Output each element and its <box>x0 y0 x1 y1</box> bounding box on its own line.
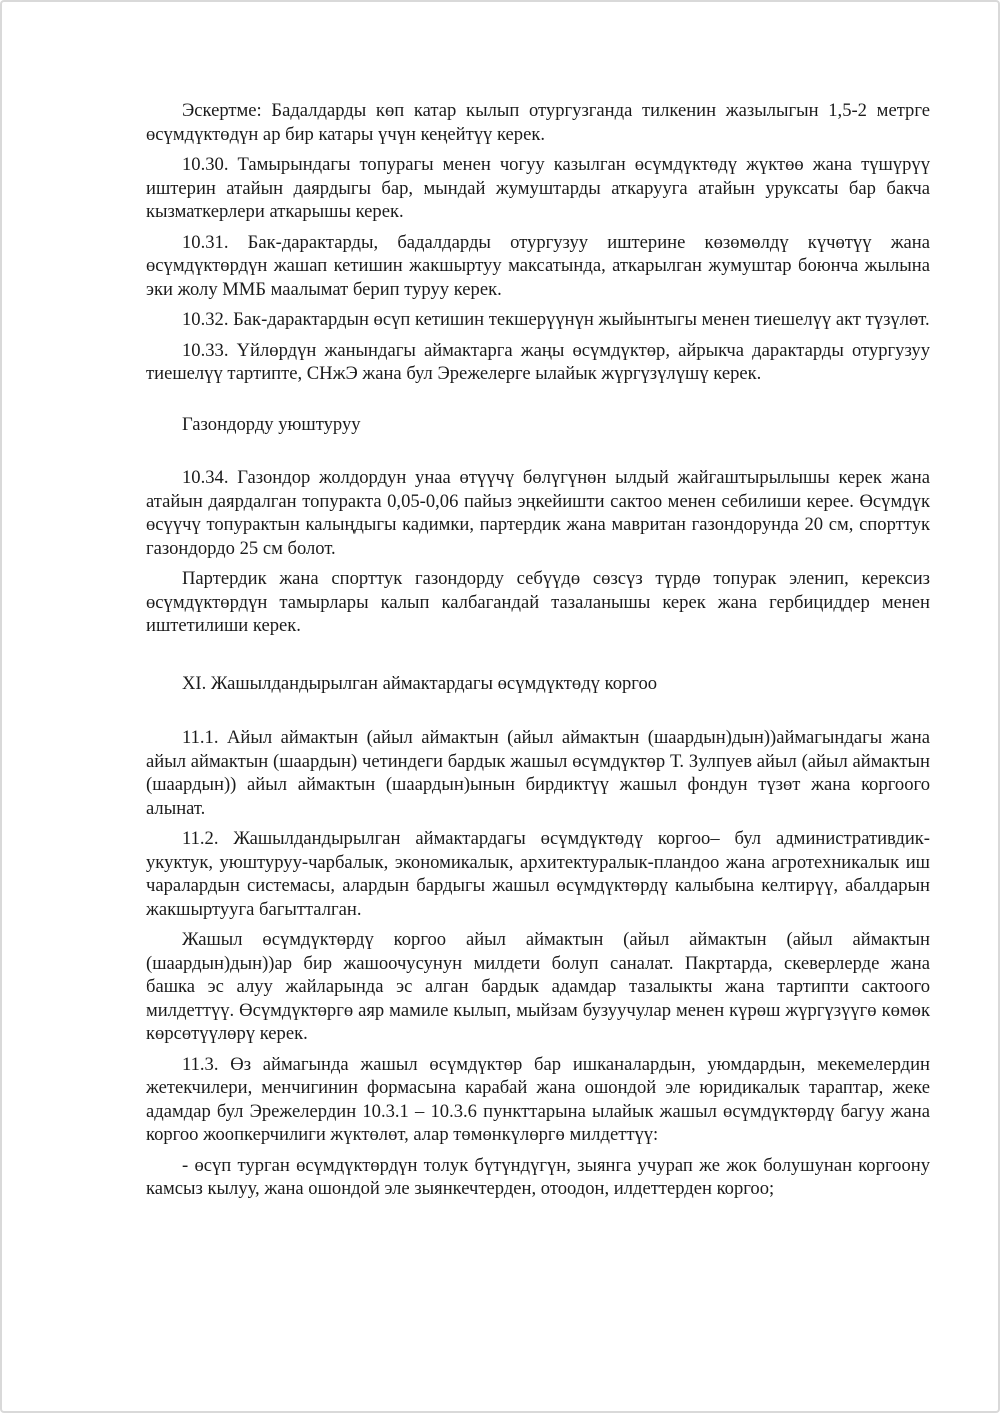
paragraph-10-33: 10.33. Үйлөрдүн жанындагы аймактарга жаңы өсүмдүктөр, айрыкча дарактарды отургузуу тиешелүү тартипте, СНжЭ жана бул Эрежелерге ылайык жүргүзүлүшү керек. <box>146 339 930 384</box>
paragraph-citizen-duty: Жашыл өсүмдүктөрдү коргоо айыл аймактын (айыл аймактын (айыл аймактын (шаардын)дын))ар бир жашоочусунун милдети болуп саналат. Пакртарда, скеверлерде жана башка эс алуу жайларында эс алган бардык адамдар тазалыкты жана тартипти сактоого милдеттүү. Өсүмдүктөргө аяр мамиле кылып, мыйзам бузуучулар менен күрөш жүргүзүүгө көмөк көрсөтүүлөрү керек. <box>146 929 930 1044</box>
paragraph-11-1: 11.1. Айыл аймактын (айыл аймактын (айыл аймактын (шаардын)дын))аймагындагы жана айыл аймактын (шаардын) четиндеги бардык жашыл өсүмдүктөр Т. Зулпуев айыл (айыл аймактын (шаардын)) айыл аймактын (шаардын)ынын бирдиктүү жашыл фондун түзөт жана коргоого алынат. <box>146 727 930 819</box>
chapter-heading-xi: XI. Жашылдандырылган аймактардагы өсүмдүктөдү коргоо <box>182 672 658 694</box>
paragraph-lawn-sowing: Партердик жана спорттук газондорду себүүдө сөзсүз түрдө топурак эленип, керексиз өсүмдүктөрдүн тамырлары калып калбагандай тазаланышы керек жана гербициддер менен иштетилиши керек. <box>146 568 930 636</box>
paragraph-10-30: 10.30. Тамырындагы топурагы менен чогуу казылган өсүмдүктөдү жүктөө жана түшүрүү иштерин атайын даярдыгы бар, мындай жумуштарды аткарууга атайын уруксаты бар бакча кызматкерлери аткарышы керек. <box>146 154 930 222</box>
paragraph-10-32: 10.32. Бак-дарактардын өсүп кетишин текшерүүнүн жыйынтыгы менен тиешелүү акт түзүлөт. <box>182 309 930 330</box>
paragraph-11-2: 11.2. Жашылдандырылган аймактардагы өсүмдүктөдү коргоо– бул административдик-укуктук, уюштуруу-чарбалык, экономикалык, архитектуралык-пландоо жана агротехникалык иш чаралардын системасы, алардын бардыгы жашыл өсүмдүктөрдү калыбына келтирүү, абалдарын жакшыртууга багытталган. <box>146 828 930 920</box>
document-body <box>146 99 930 1208</box>
paragraph-10-31: 10.31. Бак-дарактарды, бадалдарды отургузуу иштерине көзөмөлдү күчөтүү жана өсүмдүктөрдүн жашап кетишин жакшыртуу максатында, аткарылган жумуштар боюнча жылына эки жолу ММБ маалымат берип туруу керек. <box>146 231 930 300</box>
paragraph-11-3: 11.3. Өз аймагында жашыл өсүмдүктөр бар ишканалардын, уюмдардын, мекемелердин жетекчилери, менчигинин формасына карабай жана ошондой эле юридикалык тараптар, жеке адамдар бул Эрежелердин 10.3.1 – 10.3.6 пункттарына ылайык жашыл өсүмдүктөрдү багуу жана коргоо жоопкерчилиги жүктөлөт, алар төмөнкүлөргө милдеттүү: <box>146 1053 930 1145</box>
paragraph-list-item-1: - өсүп турган өсүмдүктөрдүн толук бүтүндүгүн, зыянга учурап же жок болушунан коргоону камсыз кылуу, жана ошондой эле зыянкечтерден, отоодон, илдеттерден коргоо; <box>146 1154 930 1199</box>
paragraph-10-34: 10.34. Газондор жолдордун унаа өтүүчү бөлүгүнөн ылдый жайгаштырылышы керек жана атайын даярдалган топуракта 0,05-0,06 пайыз эңкейишти сактоо менен себилиши керее. Өсүмдүк өсүүчү топурактын калыңдыгы кадимки, партердик жана мавритан газондорунда 20 см, спорттук газондордо 25 см болот. <box>146 467 930 559</box>
section-heading-lawns: Газондорду уюштуруу <box>182 413 361 435</box>
note-paragraph: Эскертме: Бадалдарды көп катар кылып отургузганда тилкенин жазылыгын 1,5-2 метрге өсүмдүктөдүн ар бир катары үчүн кеңейтүү керек. <box>146 100 930 145</box>
